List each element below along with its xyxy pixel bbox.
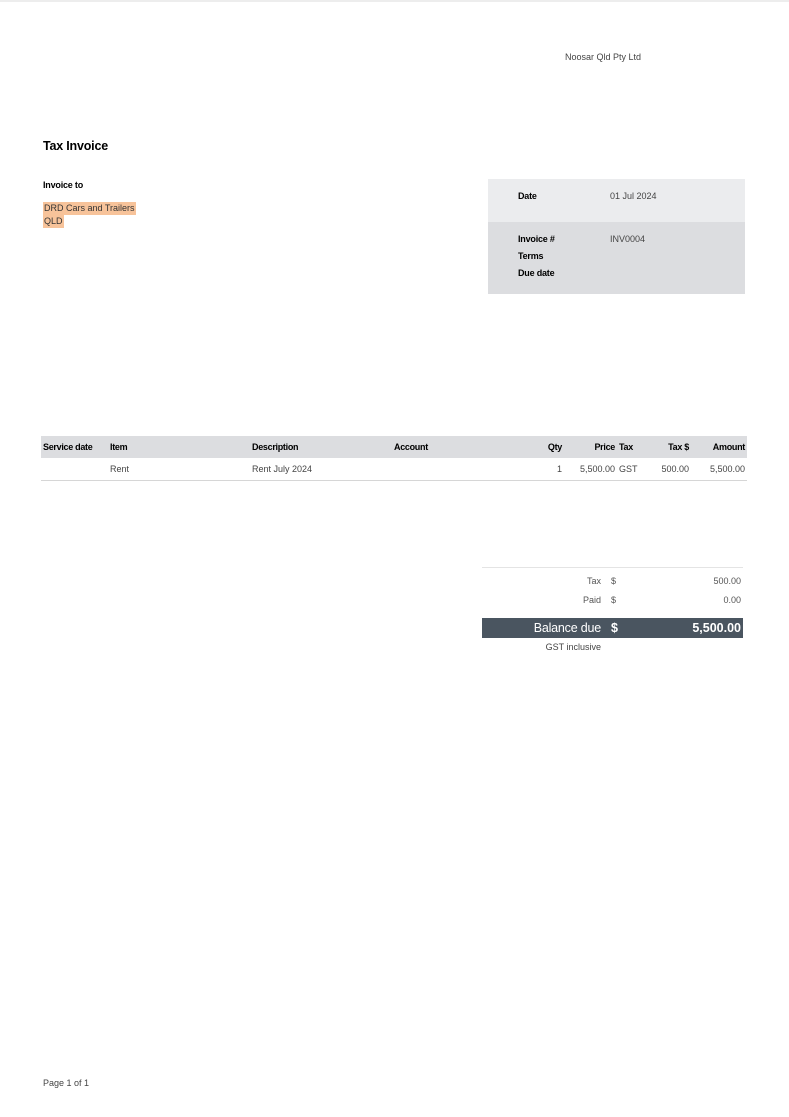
date-label: Date [518,191,537,201]
page-number: Page 1 of 1 [43,1078,90,1088]
col-qty: Qty [547,442,562,452]
col-description: Description [252,442,299,452]
cell-tax: GST [617,458,651,481]
balance-due-value: 5,500.00 [692,621,741,635]
col-price: Price [594,442,615,452]
gst-inclusive-note: GST inclusive [545,642,601,652]
company-name: Noosar Qld Pty Ltd [565,52,642,62]
invoice-number-label: Invoice # [518,234,555,244]
client-state: QLD [44,216,63,226]
balance-due-bar [482,618,743,638]
col-tax-amount: Tax $ [668,442,689,452]
col-amount: Amount [712,442,745,452]
document-title: Tax Invoice [43,139,108,153]
col-tax: Tax [619,442,633,452]
client-name: DRD Cars and Trailers [44,203,135,213]
invoice-number-value: INV0004 [610,234,646,244]
cell-tax-amount: 500.00 [651,458,691,481]
paid-currency: $ [611,595,617,605]
balance-due-currency: $ [611,621,618,635]
paid-label: Paid [582,595,601,605]
tax-total-label: Tax [586,576,601,586]
cell-qty: 1 [534,458,564,481]
table-row [41,458,747,481]
col-account: Account [394,442,428,452]
col-service-date: Service date [43,442,93,452]
paid-value: 0.00 [723,595,741,605]
totals-divider [482,567,743,568]
cell-price: 5,500.00 [564,458,617,481]
meta-date-section [488,179,745,222]
tax-total-value: 500.00 [713,576,741,586]
col-item: Item [110,442,128,452]
cell-amount: 5,500.00 [691,458,747,481]
invoice-meta-box [488,179,745,294]
top-divider [0,0,789,2]
due-date-label: Due date [518,268,555,278]
cell-description: Rent July 2024 [250,458,392,481]
invoice-to-label: Invoice to [43,180,84,190]
cell-service-date [41,458,108,481]
client-address [43,202,136,228]
cell-account [392,458,534,481]
line-items-table [41,436,747,481]
terms-label: Terms [518,251,544,261]
cell-item: Rent [108,458,250,481]
date-value: 01 Jul 2024 [610,191,657,201]
meta-details-section [488,222,745,294]
tax-total-currency: $ [611,576,617,586]
table-header-row [41,436,747,458]
balance-due-label: Balance due [533,621,601,635]
